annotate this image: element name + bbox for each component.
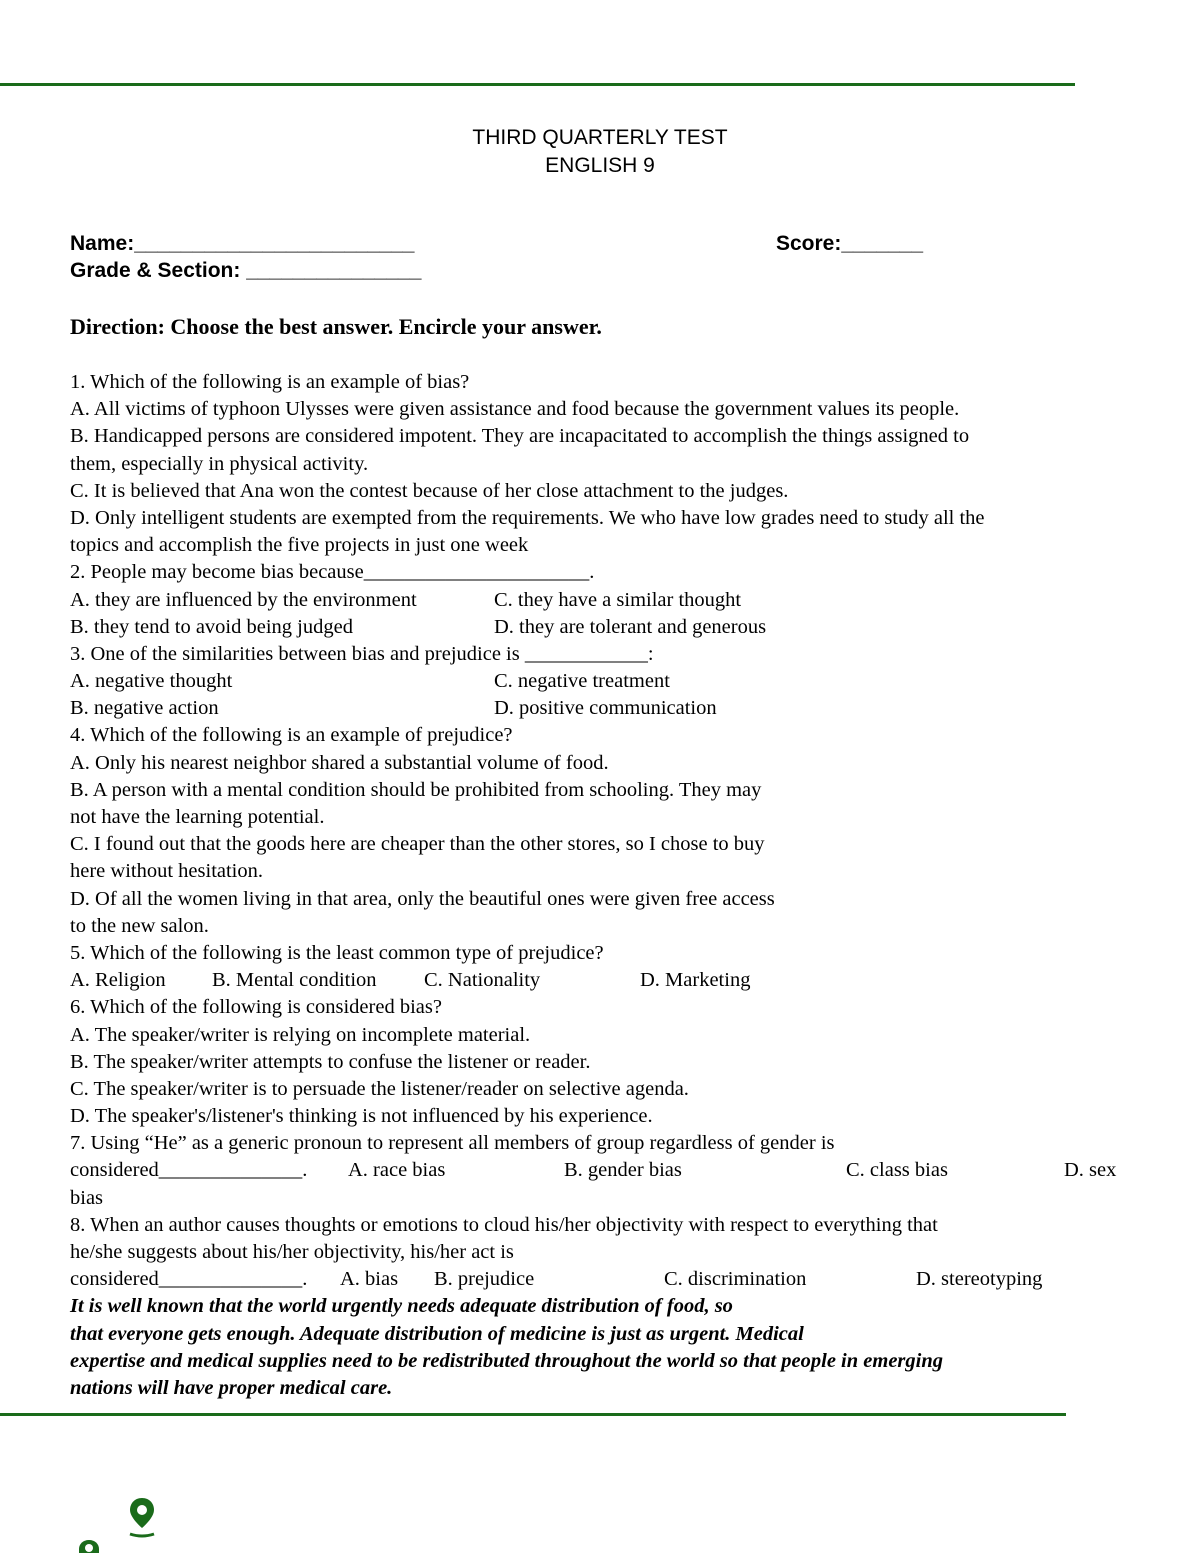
q6-option-c[interactable]: C. The speaker/writer is to persuade the listener/reader on selective agenda. <box>70 1077 689 1100</box>
q4-option-a[interactable]: A. Only his nearest neighbor shared a substantial volume of food. <box>70 751 609 774</box>
q5-option-c[interactable]: C. Nationality <box>424 969 541 992</box>
q3-row-2 <box>70 695 1140 722</box>
q7-row <box>70 1157 1140 1184</box>
q7-option-c[interactable]: C. class bias <box>846 1159 948 1182</box>
q6-option-b[interactable]: B. The speaker/writer attempts to confuse the listener or reader. <box>70 1050 591 1073</box>
q1-option-d-cont[interactable]: topics and accomplish the five projects in just one week <box>70 534 529 557</box>
q6-stem: 6. Which of the following is considered bias? <box>70 996 442 1019</box>
q2-option-c[interactable]: C. they have a similar thought <box>494 588 742 611</box>
q3-row-1 <box>70 668 1140 695</box>
q8-stem: 8. When an author causes thoughts or emotions to cloud his/her objectivity with respect to everything that <box>70 1213 938 1236</box>
q1-stem: 1. Which of the following is an example of bias? <box>70 371 470 393</box>
q8-stem-cont: he/she suggests about his/her objectivity, his/her act is <box>70 1241 514 1263</box>
q2-stem: 2. People may become bias because______________________. <box>70 561 595 584</box>
q7-stem: 7. Using “He” as a generic pronoun to represent all members of group regardless of gender is <box>70 1132 835 1155</box>
passage-line-1: It is well known that the world urgently needs adequate distribution of food, so <box>70 1295 733 1318</box>
q2-row-2 <box>70 614 1140 641</box>
q8-option-d[interactable]: D. stereotyping <box>916 1268 1043 1291</box>
questions-body <box>70 369 1140 1402</box>
q7-option-d-cont[interactable]: bias <box>70 1186 104 1209</box>
q3-option-d[interactable]: D. positive communication <box>494 697 717 720</box>
q8-blank: considered______________. <box>70 1268 308 1291</box>
q6-option-a[interactable]: A. The speaker/writer is relying on incomplete material. <box>70 1023 531 1046</box>
q1-option-b-cont[interactable]: them, especially in physical activity. <box>70 452 369 475</box>
q1-option-d[interactable]: D. Only intelligent students are exempted from the requirements. We who have low grades need to study all the <box>70 506 985 529</box>
q7-option-b[interactable]: B. gender bias <box>564 1159 682 1182</box>
q4-stem: 4. Which of the following is an example of prejudice? <box>70 724 513 747</box>
name-field[interactable]: Name:________________________ <box>70 232 415 255</box>
title-line-1: THIRD QUARTERLY TEST <box>472 126 728 149</box>
q7-option-d[interactable]: D. sex <box>1064 1159 1117 1182</box>
location-pin-icon <box>74 1538 104 1553</box>
q2-option-b[interactable]: B. they tend to avoid being judged <box>70 615 353 638</box>
q4-option-c-cont[interactable]: here without hesitation. <box>70 860 263 883</box>
q1-option-b[interactable]: B. Handicapped persons are considered impotent. They are incapacitated to accomplish the things assigned to <box>70 425 970 448</box>
q2-option-d[interactable]: D. they are tolerant and generous <box>494 615 767 638</box>
q5-stem: 5. Which of the following is the least common type of prejudice? <box>70 941 604 964</box>
title-line-2: ENGLISH 9 <box>545 154 655 177</box>
top-rule <box>0 83 1075 86</box>
q2-row-1 <box>70 587 1140 614</box>
q5-option-a[interactable]: A. Religion <box>70 969 166 992</box>
passage-line-4: nations will have proper medical care. <box>70 1376 393 1399</box>
grade-section-field[interactable]: Grade & Section: _______________ <box>70 259 422 282</box>
q6-option-d[interactable]: D. The speaker's/listener's thinking is not influenced by his experience. <box>70 1105 653 1128</box>
q5-row <box>70 967 1140 994</box>
q5-option-b[interactable]: B. Mental condition <box>212 969 377 992</box>
q8-option-b[interactable]: B. prejudice <box>434 1268 535 1291</box>
q7-option-a[interactable]: A. race bias <box>348 1159 446 1182</box>
q1-option-c[interactable]: C. It is believed that Ana won the contest because of her close attachment to the judges. <box>70 479 789 502</box>
q8-option-a[interactable]: A. bias <box>340 1268 399 1291</box>
q5-option-d[interactable]: D. Marketing <box>640 969 751 992</box>
q8-option-c[interactable]: C. discrimination <box>664 1268 807 1291</box>
q3-option-b[interactable]: B. negative action <box>70 697 219 720</box>
page-title <box>0 124 1200 180</box>
q3-stem: 3. One of the similarities between bias and prejudice is ____________: <box>70 642 654 665</box>
q3-option-c[interactable]: C. negative treatment <box>494 670 670 693</box>
q4-option-b[interactable]: B. A person with a mental condition should be prohibited from schooling. They may <box>70 778 762 801</box>
bottom-rule <box>0 1413 1066 1416</box>
passage-line-3: expertise and medical supplies need to be redistributed throughout the world so that people in emerging <box>70 1349 944 1372</box>
q2-option-a[interactable]: A. they are influenced by the environment <box>70 588 417 611</box>
q8-row <box>70 1266 1140 1293</box>
q1-option-a[interactable]: A. All victims of typhoon Ulysses were given assistance and food because the government values its people. <box>70 398 960 421</box>
passage-line-2: that everyone gets enough. Adequate distribution of medicine is just as urgent. Medical <box>70 1322 804 1345</box>
q4-option-b-cont[interactable]: not have the learning potential. <box>70 806 325 828</box>
q4-option-d[interactable]: D. Of all the women living in that area, only the beautiful ones were given free access <box>70 887 775 910</box>
q4-option-d-cont[interactable]: to the new salon. <box>70 914 209 937</box>
direction-text: Direction: Choose the best answer. Encircle your answer. <box>70 314 602 339</box>
q4-option-c[interactable]: C. I found out that the goods here are cheaper than the other stores, so I chose to buy <box>70 833 765 856</box>
q3-option-a[interactable]: A. negative thought <box>70 670 233 693</box>
q7-blank: considered______________. <box>70 1159 308 1182</box>
score-field[interactable]: Score:_______ <box>776 232 924 255</box>
location-pin-icon <box>124 1494 160 1540</box>
